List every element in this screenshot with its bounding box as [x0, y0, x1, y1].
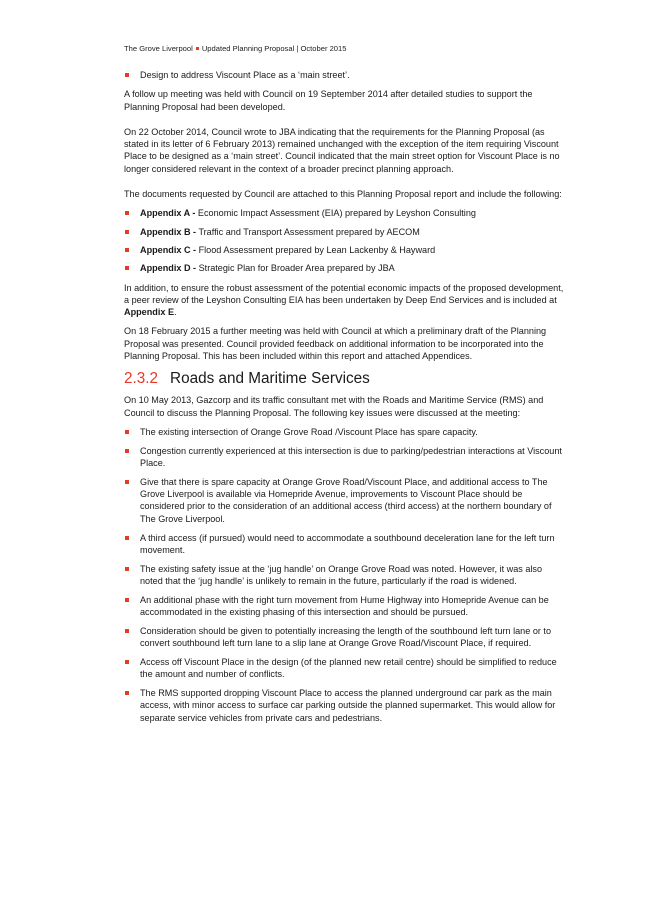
bullet-square-icon	[125, 430, 129, 434]
appendix-e-reference: Appendix E	[124, 307, 175, 318]
appendix-item	[124, 262, 564, 274]
appendix-text: Strategic Plan for Broader Area prepared by JBA	[196, 263, 395, 274]
appendix-list	[124, 207, 564, 274]
list-item-text: The existing safety issue at the ‘jug handle’ on Orange Grove Road was noted. However, it was also noted that the ‘jug handle’ is unlikely to remain in the future, particularly if the road is widened.	[140, 563, 543, 586]
peer-review-end: .	[174, 307, 177, 318]
list-item-text: Congestion currently experienced at this intersection is due to parking/pedestrian interactions at Viscount Place.	[140, 445, 562, 469]
list-item	[124, 445, 564, 470]
header-doc-title: Updated Planning Proposal | October 2015	[201, 44, 347, 53]
list-item	[124, 656, 564, 681]
rms-issues-list	[124, 426, 564, 724]
section-title: Roads and Maritime Services	[170, 370, 370, 388]
bullet-square-icon	[125, 691, 129, 695]
list-item-text: Consideration should be given to potentially increasing the length of the southbound left turn lane or to convert southbound left turn lane to a slip lane at Orange Grove Road/Viscount Place, if required.	[140, 625, 552, 649]
bullet-square-icon	[125, 480, 129, 484]
list-item	[124, 69, 564, 81]
bullet-square-icon	[125, 449, 129, 453]
bullet-square-icon	[125, 567, 129, 571]
list-item-text: An additional phase with the right turn movement from Hume Highway into Homepride Avenue can be accommodated in the existing phasing of this intersection and should be pursued.	[140, 594, 549, 617]
bullet-square-icon	[125, 230, 129, 234]
list-item-text: The existing intersection of Orange Grove Road /Viscount Place has spare capacity.	[140, 426, 478, 437]
appendix-label: Appendix C -	[140, 244, 197, 255]
bullet-square-icon	[125, 660, 129, 664]
running-header	[124, 44, 346, 53]
appendix-item	[124, 207, 564, 219]
list-item	[124, 563, 564, 588]
page-body	[124, 69, 564, 731]
appendix-item	[124, 226, 564, 238]
list-item-text: A third access (if pursued) would need to accommodate a southbound deceleration lane for the left turn movement.	[140, 532, 555, 555]
appendix-text: Traffic and Transport Assessment prepared by AECOM	[196, 226, 420, 237]
appendix-label: Appendix D -	[140, 263, 197, 274]
bullet-square-icon	[125, 73, 129, 77]
intro-bullet-list	[124, 69, 564, 81]
list-item-text: Access off Viscount Place in the design (of the planned new retail centre) should be simplified to reduce the amount and number of conflicts.	[140, 656, 557, 680]
header-separator-square	[196, 47, 199, 50]
bullet-square-icon	[125, 536, 129, 540]
bullet-square-icon	[125, 598, 129, 602]
appendix-text: Flood Assessment prepared by Lean Lackenby & Hayward	[196, 244, 436, 255]
bullet-square-icon	[125, 248, 129, 252]
list-item	[124, 625, 564, 650]
paragraph-council-letter: On 22 October 2014, Council wrote to JBA indicating that the requirements for the Planning Proposal (as stated in its letter of 6 February 2013) remained unchanged with the exception of the item requiring Viscount Place to be designed as a ‘main street’. Council indicated that the main street option for Viscount Place is no longer considered relevant in the context of a broader precinct planning approach.	[124, 126, 560, 174]
bullet-square-icon	[125, 211, 129, 215]
appendix-text: Economic Impact Assessment (EIA) prepared by Leyshon Consulting	[195, 208, 476, 219]
list-item	[124, 476, 564, 525]
peer-review-text: In addition, to ensure the robust assessment of the potential economic impacts of the proposed development, a peer review of the Leyshon Consulting EIA has been undertaken by Deep End Services and is included at	[124, 282, 564, 305]
list-item-text: Design to address Viscount Place as a ‘main street’.	[140, 70, 350, 80]
section-heading	[124, 370, 564, 388]
bullet-square-icon	[125, 266, 129, 270]
appendix-label: Appendix A -	[140, 208, 196, 219]
paragraph-documents-requested: The documents requested by Council are attached to this Planning Proposal report and include the following:	[124, 189, 562, 200]
paragraph-peer-review	[124, 282, 564, 319]
list-item-text: The RMS supported dropping Viscount Place to access the planned underground car park as the main access, with minor access to surface car parking outside the planned supermarket. This would allow for separate service vehicles from private cars and pedestrians.	[140, 687, 556, 723]
bullet-square-icon	[125, 629, 129, 633]
header-doc-name: The Grove Liverpool	[124, 44, 193, 53]
paragraph-follow-up-meeting: A follow up meeting was held with Council on 19 September 2014 after detailed studies to support the Planning Proposal had been developed.	[124, 89, 533, 112]
list-item	[124, 532, 564, 557]
appendix-item	[124, 244, 564, 256]
section-number: 2.3.2	[124, 370, 159, 388]
list-item-text: Give that there is spare capacity at Orange Grove Road/Viscount Place, and additional access to The Grove Liverpool is available via Homepride Avenue, improvements to Viscount Place should be considered prior to the consideration of an additional access (third access) at the northern boundary of The Grove Liverpool.	[140, 476, 552, 524]
list-item	[124, 594, 564, 619]
paragraph-rms-meeting: On 10 May 2013, Gazcorp and its traffic consultant met with the Roads and Maritime Service (RMS) and Council to discuss the Planning Proposal. The following key issues were discussed at the meeting:	[124, 395, 544, 418]
appendix-label: Appendix B -	[140, 226, 197, 237]
list-item	[124, 687, 564, 724]
paragraph-february-meeting: On 18 February 2015 a further meeting was held with Council at which a preliminary draft of the Planning Proposal was presented. Council provided feedback on additional information to be incorporated into the Planning Proposal. This has been included within this report and attached Appendices.	[124, 326, 547, 362]
list-item	[124, 426, 564, 438]
